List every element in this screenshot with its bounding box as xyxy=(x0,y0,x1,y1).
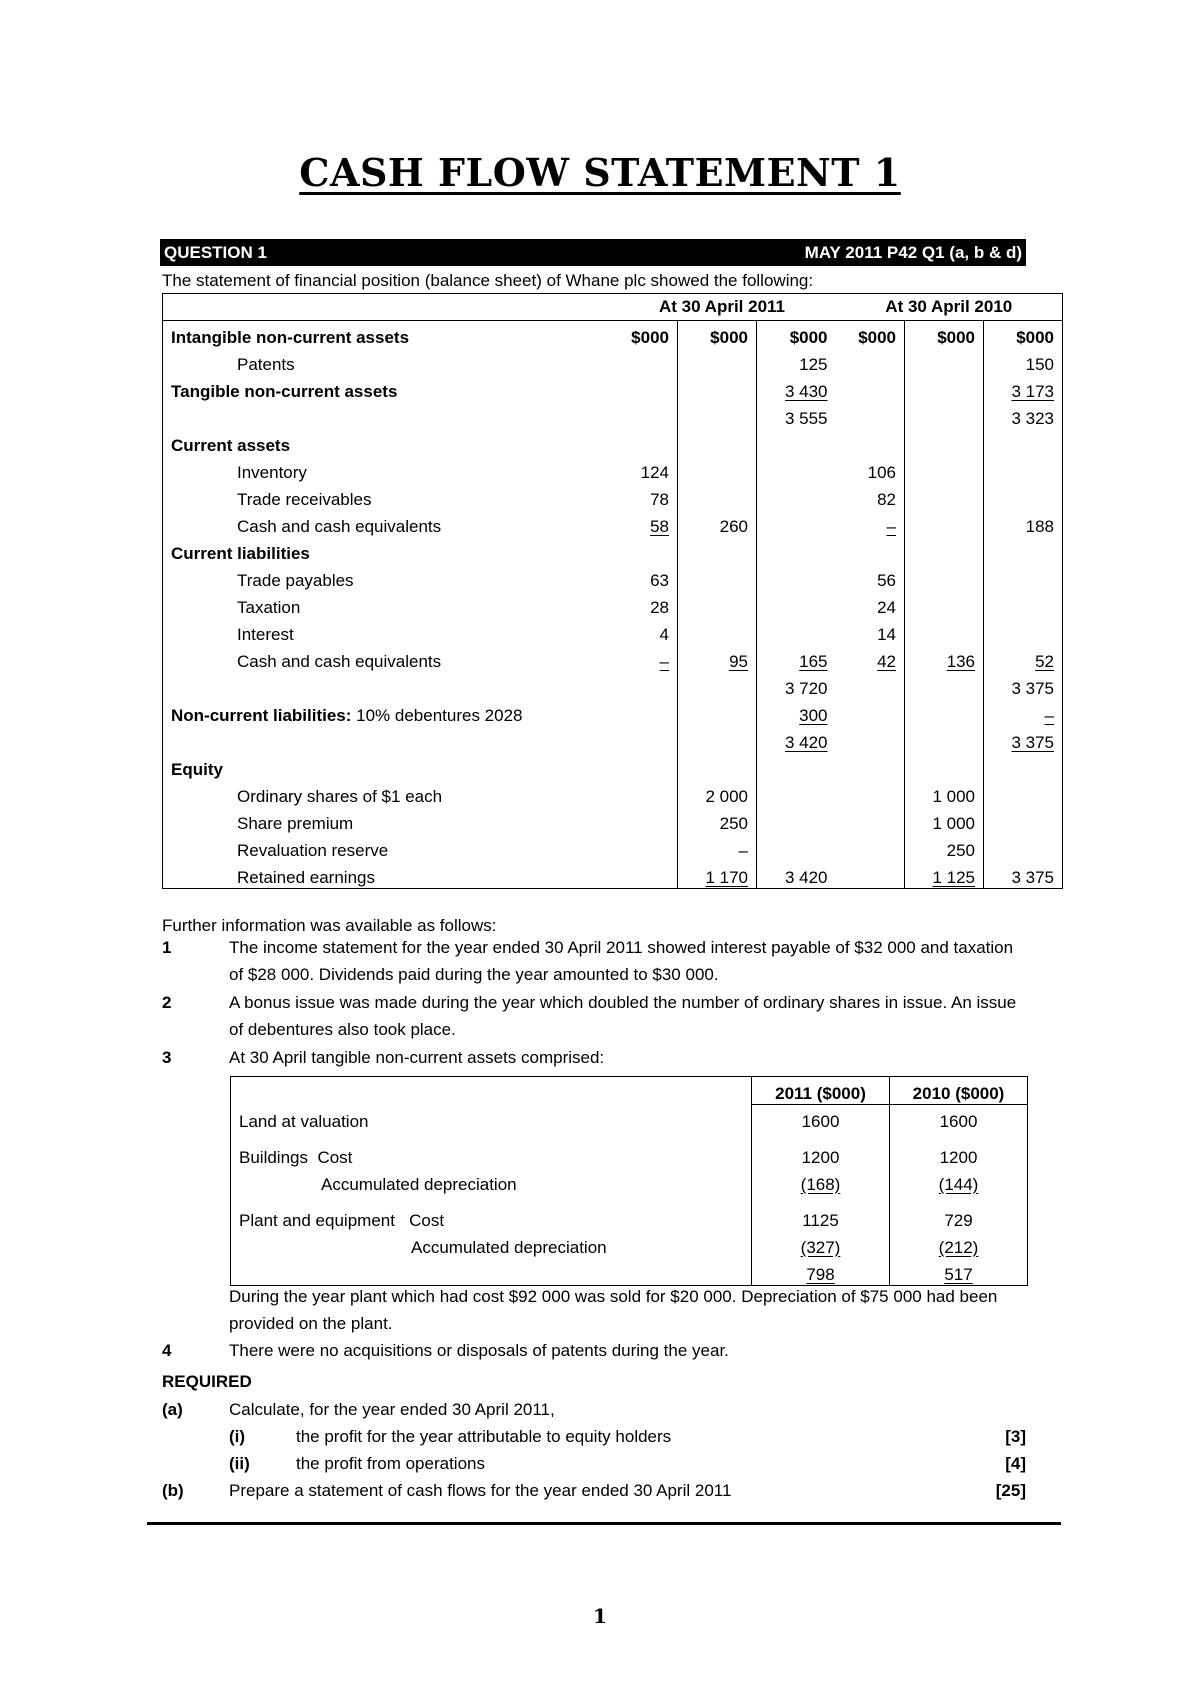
part-ai-label: (i) xyxy=(229,1427,246,1446)
page-number: 1 xyxy=(593,1604,607,1628)
part-ai-text: the profit for the year attributable to equity holders xyxy=(296,1427,672,1446)
page-title: CASH FLOW STATEMENT 1 xyxy=(299,150,901,195)
table-row xyxy=(163,537,1063,564)
table-row xyxy=(163,834,1063,861)
part-a-text: Calculate, for the year ended 30 April 2011, xyxy=(229,1400,555,1419)
note-text: The income statement for the year ended 30 April 2011 showed interest payable of $32 000 and taxation of $28 000. Dividends paid during the year amounted to $30 000. xyxy=(229,938,1014,984)
part-a-label: (a) xyxy=(162,1400,183,1419)
period-2011-header: At 30 April 2011 xyxy=(609,294,836,321)
table-cell: $000 xyxy=(858,328,897,347)
note-number: 4 xyxy=(162,1341,172,1360)
balance-sheet-table xyxy=(162,293,1063,889)
table-cell: 729 xyxy=(890,1195,1028,1231)
question-reference: MAY 2011 P42 Q1 (a, b & d) xyxy=(804,243,1022,262)
table-cell: 95 xyxy=(729,652,748,671)
table-cell: 3 430 xyxy=(784,382,828,401)
note-number: 3 xyxy=(162,1048,172,1067)
part-b-marks: [25] xyxy=(995,1481,1026,1500)
table-row xyxy=(163,348,1063,375)
required-heading: REQUIRED xyxy=(162,1372,252,1391)
table-cell: 106 xyxy=(867,463,897,482)
table-cell: 1 170 xyxy=(705,868,748,887)
table-cell: 124 xyxy=(640,463,669,482)
row-label: Revaluation reserve xyxy=(163,834,609,861)
section-divider xyxy=(147,1522,1061,1525)
row-label: Tangible non-current assets xyxy=(163,375,609,402)
table-row xyxy=(163,591,1063,618)
note-3-continuation: During the year plant which had cost $92 000 was sold for $20 000. Depreciation of $75 000 had been provided on the plant. xyxy=(229,1287,998,1333)
buildings-dep-label: Accumulated depreciation xyxy=(231,1168,752,1195)
row-label: Share premium xyxy=(163,807,609,834)
table-cell: 1200 xyxy=(752,1132,890,1168)
row-label: Ordinary shares of $1 each xyxy=(163,780,609,807)
table-cell: 3 720 xyxy=(784,679,828,698)
row-label: Patents xyxy=(163,348,609,375)
row-label: Inventory xyxy=(163,456,609,483)
table-cell: 1600 xyxy=(752,1105,890,1133)
table-cell: 56 xyxy=(877,571,897,590)
row-label: Intangible non-current assets xyxy=(163,321,609,349)
table-cell: – xyxy=(659,652,669,671)
table-row xyxy=(163,564,1063,591)
table-cell: 42 xyxy=(877,652,897,671)
table-cell: 3 173 xyxy=(1011,382,1055,401)
table-cell: 24 xyxy=(877,598,897,617)
table-row xyxy=(163,753,1063,780)
table-cell: 3 555 xyxy=(784,409,828,428)
part-b-label: (b) xyxy=(162,1481,184,1500)
question-intro: The statement of financial position (balance sheet) of Whane plc showed the following: xyxy=(162,271,814,290)
table-cell: – xyxy=(886,517,897,536)
table-cell: (212) xyxy=(938,1238,979,1257)
table-cell: 2 000 xyxy=(705,787,748,806)
table-cell: 1 000 xyxy=(932,787,976,806)
further-info-heading: Further information was available as follows: xyxy=(162,916,497,935)
row-label xyxy=(163,672,609,699)
table-cell: – xyxy=(738,841,748,860)
plant-cost-label: Cost xyxy=(409,1211,445,1230)
tangible-assets-table xyxy=(230,1076,1028,1286)
table-cell: 250 xyxy=(719,814,748,833)
table-cell: 3 420 xyxy=(784,733,828,752)
table-cell: 125 xyxy=(799,355,828,374)
table-cell: 4 xyxy=(659,625,669,644)
table-row xyxy=(163,672,1063,699)
table-row xyxy=(163,861,1063,889)
column-header-2010: 2010 ($000) xyxy=(890,1077,1028,1105)
table-cell: 517 xyxy=(944,1265,973,1284)
row-label xyxy=(163,402,609,429)
table-cell: (327) xyxy=(800,1238,841,1257)
table-row xyxy=(163,375,1063,402)
row-label: Taxation xyxy=(163,591,609,618)
table-row xyxy=(163,618,1063,645)
part-aii-label: (ii) xyxy=(229,1454,250,1473)
note-number: 2 xyxy=(162,993,172,1012)
row-label: Interest xyxy=(163,618,609,645)
table-cell: 3 375 xyxy=(1011,868,1055,887)
table-cell: 1600 xyxy=(890,1105,1028,1133)
table-cell: 3 375 xyxy=(1011,679,1055,698)
table-row xyxy=(163,510,1063,537)
table-cell: $000 xyxy=(631,328,669,347)
table-cell: 3 323 xyxy=(1011,409,1055,428)
period-2010-header: At 30 April 2010 xyxy=(836,294,1063,321)
row-label: Equity xyxy=(163,753,609,780)
land-label: Land at valuation xyxy=(231,1105,752,1133)
row-label: Trade payables xyxy=(163,564,609,591)
table-cell: 58 xyxy=(650,517,669,536)
table-cell: 300 xyxy=(799,706,828,725)
table-cell: 3 375 xyxy=(1011,733,1055,752)
row-label: Current assets xyxy=(163,429,609,456)
table-cell: 260 xyxy=(719,517,748,536)
table-cell: (144) xyxy=(938,1175,979,1194)
buildings-label: Buildings xyxy=(239,1148,308,1167)
part-aii-text: the profit from operations xyxy=(296,1454,485,1473)
table-row xyxy=(163,780,1063,807)
table-row xyxy=(163,429,1063,456)
table-cell: $000 xyxy=(710,328,748,347)
table-cell: $000 xyxy=(1016,328,1055,347)
note-text: There were no acquisitions or disposals of patents during the year. xyxy=(229,1341,729,1360)
table-cell: 798 xyxy=(806,1265,835,1284)
row-label: Cash and cash equivalents xyxy=(163,510,609,537)
table-cell: 150 xyxy=(1025,355,1055,374)
table-cell: 1200 xyxy=(890,1132,1028,1168)
label-prefix: Non-current liabilities: xyxy=(171,706,352,725)
table-cell: 250 xyxy=(946,841,976,860)
column-header-2011: 2011 ($000) xyxy=(752,1077,890,1105)
question-header-bar xyxy=(160,239,1026,266)
table-row xyxy=(163,726,1063,753)
note-text: At 30 April tangible non-current assets comprised: xyxy=(229,1048,605,1067)
note-number: 1 xyxy=(162,938,172,957)
table-row xyxy=(163,402,1063,429)
note-text: A bonus issue was made during the year which doubled the number of ordinary shares in issue. An issue of debentures also took place. xyxy=(229,993,1017,1039)
table-cell: 1 000 xyxy=(932,814,976,833)
row-label: Cash and cash equivalents xyxy=(163,645,609,672)
table-cell: 1125 xyxy=(752,1195,890,1231)
row-label xyxy=(163,726,609,753)
table-row xyxy=(163,483,1063,510)
table-row xyxy=(163,807,1063,834)
table-row xyxy=(163,645,1063,672)
table-cell: 82 xyxy=(877,490,897,509)
table-cell: 52 xyxy=(1035,652,1055,671)
row-label: Non-current liabilities: 10% debentures 2028 xyxy=(163,699,609,726)
table-cell: 188 xyxy=(1025,517,1055,536)
part-aii-marks: [4] xyxy=(1005,1454,1026,1473)
part-ai-marks: [3] xyxy=(1005,1427,1026,1446)
table-cell: 136 xyxy=(946,652,976,671)
table-row xyxy=(163,321,1063,349)
table-cell: 1 125 xyxy=(932,868,976,887)
table-cell: 78 xyxy=(650,490,669,509)
table-row xyxy=(163,699,1063,726)
part-b-text: Prepare a statement of cash flows for the year ended 30 April 2011 xyxy=(229,1481,732,1500)
row-label: Trade receivables xyxy=(163,483,609,510)
question-label: QUESTION 1 xyxy=(164,243,267,262)
table-cell: (168) xyxy=(800,1175,841,1194)
table-cell: 28 xyxy=(650,598,669,617)
table-cell: 14 xyxy=(877,625,897,644)
buildings-cost-label: Cost xyxy=(317,1148,353,1167)
plant-dep-label: Accumulated depreciation xyxy=(231,1231,752,1258)
plant-label: Plant and equipment xyxy=(239,1211,395,1230)
row-label: Retained earnings xyxy=(163,861,609,889)
table-cell: 3 420 xyxy=(784,868,828,887)
table-cell: 165 xyxy=(799,652,828,671)
table-cell: – xyxy=(1044,706,1055,725)
row-label: Current liabilities xyxy=(163,537,609,564)
table-cell: $000 xyxy=(937,328,976,347)
table-row xyxy=(163,456,1063,483)
table-cell: 63 xyxy=(650,571,669,590)
table-cell: $000 xyxy=(789,328,828,347)
